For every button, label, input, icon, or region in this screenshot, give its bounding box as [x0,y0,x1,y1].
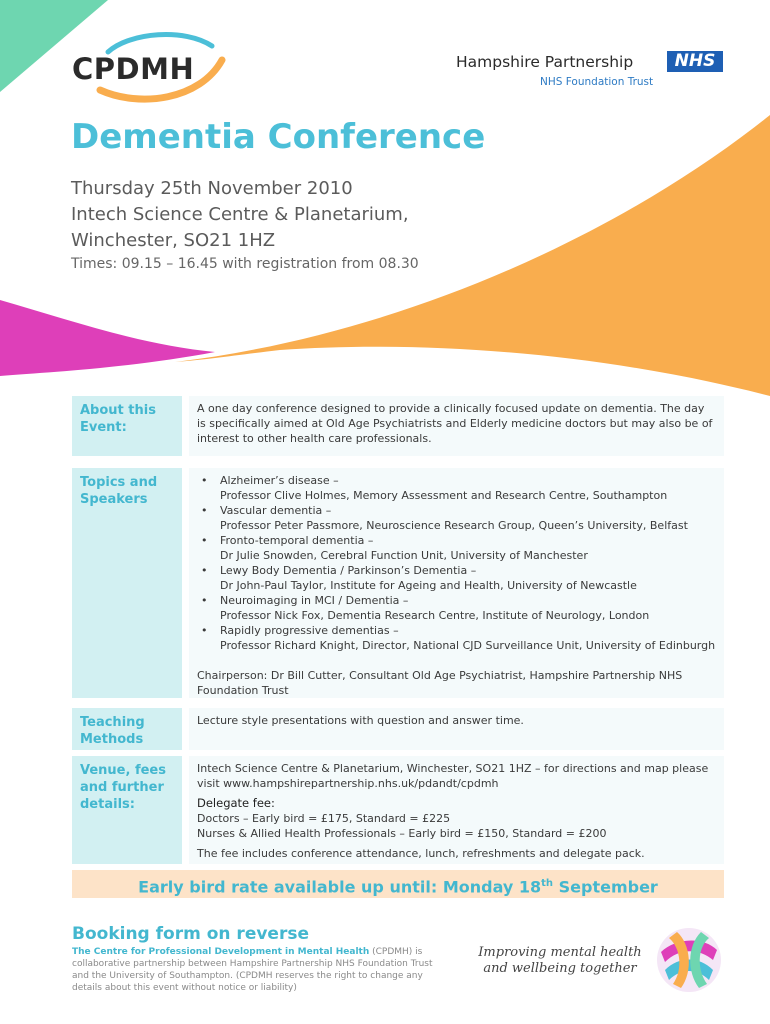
fee-includes: The fee includes conference attendance, lunch, refreshments and delegate pack. [197,847,645,860]
list-item: • Rapidly progressive dementias – Professor Richard Knight, Director, National CJD Surveillance Unit, University of Edinburgh [197,623,716,653]
event-title: Dementia Conference [71,117,486,157]
fee-nurses: Nurses & Allied Health Professionals – Early bird = £150, Standard = £200 [197,827,607,840]
magenta-swoosh [0,300,215,376]
list-item: • Fronto-temporal dementia – Dr Julie Snowden, Cerebral Function Unit, University of Manchester [197,533,716,563]
venue-address: Intech Science Centre & Planetarium, Winchester, SO21 1HZ – for directions and map please visit www.hampshirepartnership.nhs.uk/pdandt/cpdmh [197,762,709,790]
teaching-label: Teaching Methods [72,708,182,750]
topics-label: Topics and Speakers [72,468,182,698]
early-bird-banner: Early bird rate available up until: Monday 18th September [72,870,724,898]
teaching-box [189,708,724,750]
chairperson: Chairperson: Dr Bill Cutter, Consultant Old Age Psychiatrist, Hampshire Partnership NHS Foundation Trust [197,669,683,697]
booking-note: Booking form on reverse [72,924,309,944]
venue-label: Venue, fees and further details: [72,756,182,864]
nhs-logo: NHS [667,51,723,72]
topics-box [189,468,724,698]
list-item: • Neuroimaging in MCI / Dementia – Professor Nick Fox, Dementia Research Centre, Institute of Neurology, London [197,593,716,623]
trust-subtitle: NHS Foundation Trust [540,76,654,88]
event-times: Times: 09.15 – 16.45 with registration from 08.30 [71,256,419,272]
event-venue-line2: Winchester, SO21 1HZ [71,230,276,251]
woven-ball-logo [655,926,723,994]
list-item: • Lewy Body Dementia / Parkinson’s Dementia – Dr John-Paul Taylor, Institute for Ageing and Health, University of Newcastle [197,563,716,593]
org-description: The Centre for Professional Development in Mental Health (CPDMH) is collaborative partnership between Hampshire Partnership NHS Foundation Trust and the University of Southampton. (CPDMH reserves the right to change any details about this event without notice or liability) [72,947,433,993]
about-label: About this Event: [72,396,182,456]
topics-list [197,473,716,653]
about-box [189,396,724,456]
venue-box [189,756,724,864]
teaching-text: Lecture style presentations with question and answer time. [197,714,524,727]
event-details [71,176,409,254]
fee-doctors: Doctors – Early bird = £175, Standard = £225 [197,812,451,825]
fee-heading: Delegate fee: [197,796,275,810]
event-venue-line1: Intech Science Centre & Planetarium, [71,204,409,225]
tagline: Improving mental health and wellbeing together [478,945,642,976]
trust-name: Hampshire Partnership [456,53,634,71]
list-item: • Vascular dementia – Professor Peter Passmore, Neuroscience Research Group, Queen’s University, Belfast [197,503,716,533]
cpdmh-logo-text: CPDMH [72,52,195,86]
cpdmh-arc-cyan [108,35,212,52]
event-date: Thursday 25th November 2010 [71,178,353,199]
list-item: • Alzheimer’s disease – Professor Clive Holmes, Memory Assessment and Research Centre, Southampton [197,473,716,503]
about-text: A one day conference designed to provide a clinically focused update on dementia. The day is specifically aimed at Old Age Psychiatrists and Elderly medicine doctors but may also be of interest to other health care professionals. [197,402,713,445]
